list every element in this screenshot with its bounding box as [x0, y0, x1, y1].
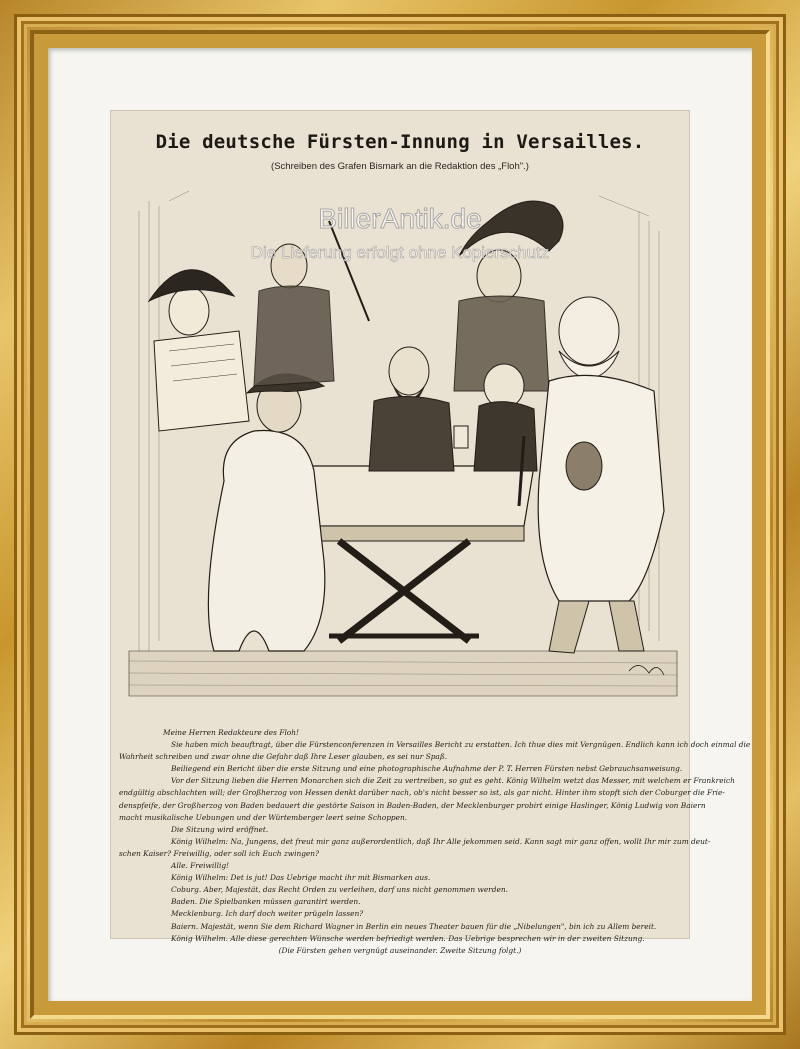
print-sheet — [111, 111, 751, 955]
text-line: Baden. Die Spielbanken müssen garantirt werden. — [171, 897, 361, 907]
text-line: Alle. Freiwillig! — [171, 861, 230, 871]
text-line: Sie haben mich beauftragt, über die Fürstenconferenzen in Versailles Bericht zu erstatten. Ich thue dies mit Vergnügen. Endlich kann ich doch einmal die — [171, 740, 751, 750]
text-line: denspfeife, der Großherzog von Baden bedauert die gestörte Saison in Baden-Baden, der Mecklenburger probirt einige Haslinger, König Ludwig von Baiern — [119, 800, 706, 810]
text-line: schen Kaiser? Freiwillig, oder soll ich Euch zwingen? — [119, 848, 320, 858]
text-line: König Wilhelm: Det is jut! Das Uebrige macht ihr mit Bismarken aus. — [171, 873, 431, 883]
print-title: Die deutsche Fürsten-Innung in Versailles. — [155, 131, 645, 153]
text-line: Beiliegend ein Bericht über die erste Sitzung und eine photographische Aufnahme der P. T. Herren Fürsten nebst Gebrauchsanweisung. — [171, 764, 683, 774]
text-line: Meine Herren Redakteure des Floh! — [163, 728, 299, 737]
watermark-subline: Die Lieferung erfolgt ohne Kopierschutz — [250, 243, 550, 262]
text-line: macht musikalische Uebungen und der Würtemberger leert seine Schoppen. — [119, 812, 408, 822]
article-text — [119, 727, 751, 957]
text-line: Wahrheit schreiben und zwar ohne die Gefahr daß Ihre Leser glauben, es sei nur Spaß. — [119, 752, 448, 762]
text-line: Mecklenburg. Ich darf doch weiter prügeln lassen? — [171, 909, 364, 919]
text-line: Coburg. Aber, Majestät, das Recht Orden zu verleihen, darf uns nicht genommen werden. — [171, 885, 508, 895]
text-line: König Wilhelm: Na, Jungens, det freut mir ganz außerordentlich, daß Ihr Alle jekommen seid. Kann sagt mir ganz offen, wollt Ihr mir zum deut- — [171, 836, 711, 846]
watermark-title: BillerAntik.de — [318, 203, 482, 234]
text-line: Baiern. Majestät, wenn Sie dem Richard Wagner in Berlin ein neues Theater bauen für die „Nibelungen", bin ich zu Allem bereit. — [171, 921, 657, 931]
text-line: Vor der Sitzung lieben die Herren Monarchen sich die Zeit zu vertreiben, so gut es geht. König Wilhelm wetzt das Messer, mit welchem er Frankreich — [171, 776, 735, 786]
text-line: (Die Fürsten gehen vergnügt auseinander. Zweite Sitzung folgt.) — [278, 945, 522, 955]
text-line: König Wilhelm. Alle diese gerechten Wünsche werden befriedigt werden. Das Uebrige besprechen wir in der zweiten Sitzung. — [171, 933, 645, 943]
print-subtitle: (Schreiben des Grafen Bismark an die Redaktion des „Floh".) — [271, 161, 529, 172]
text-line: endgültig abschlachten will; der Großherzog von Hessen denkt darüber nach, ob's nicht besser so ist, als gar nicht. Hinter ihm stopft sich der Coburger die Frie- — [119, 788, 725, 798]
text-line: Die Sitzung wird eröffnet. — [171, 824, 269, 834]
